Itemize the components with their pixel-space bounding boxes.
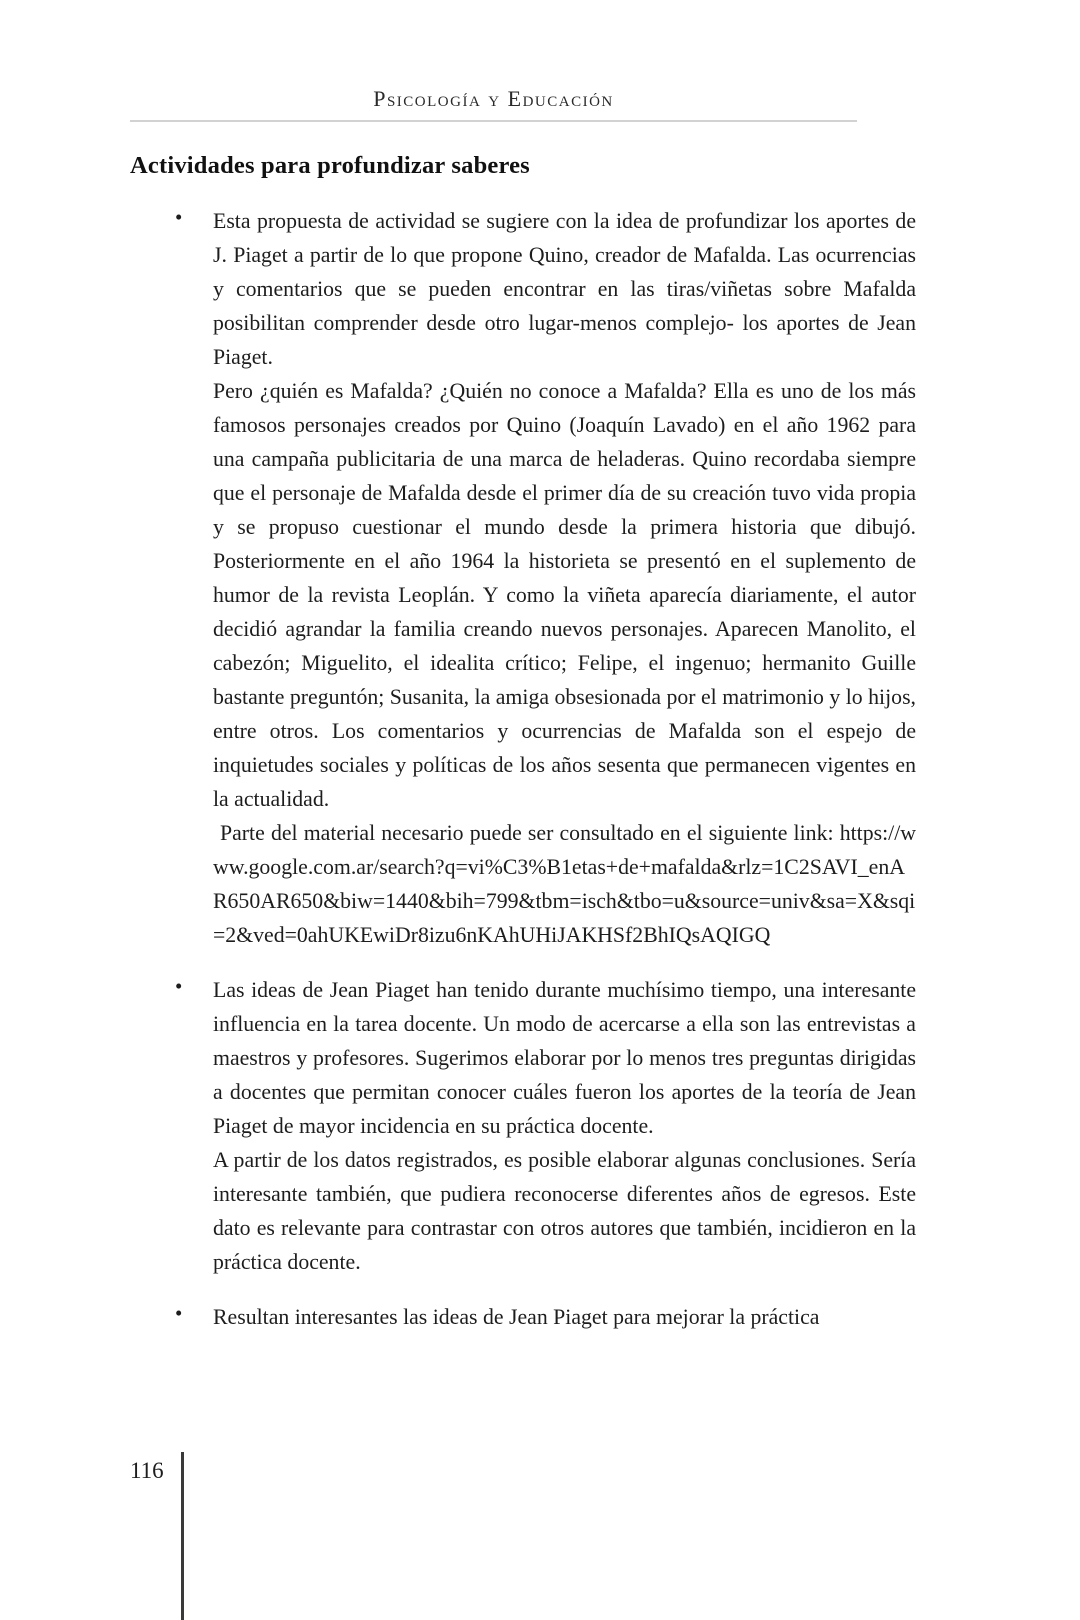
list-item bbox=[130, 973, 916, 1279]
page-number: 116 bbox=[130, 1458, 164, 1483]
paragraph: Pero ¿quién es Mafalda? ¿Quién no conoce a Mafalda? Ella es uno de los más famosos personajes creados por Quino (Joaquín Lavado) en el año 1962 para una campaña publicitaria de una marca de heladeras. Quino recordaba siempre que el personaje de Mafalda desde el primer día de su creación tuvo vida propia y se propuso cuestionar el mundo desde la primera historia que dibujó. Posteriormente en el año 1964 la historieta se presentó en el suplemento de humor de la revista Leoplán. Y como la viñeta aparecía diariamente, el autor decidió agrandar la familia creando nuevos personajes. Aparecen Manolito, el cabezón; Miguelito, el idealita crítico; Felipe, el ingenuo; hermanito Guille bastante preguntón; Susanita, la amiga obsesionada por el matrimonio y lo hijos, entre otros. Los comentarios y ocurrencias de Mafalda son el espejo de inquietudes sociales y políticas de los años sesenta que permanecen vigentes en la actualidad. bbox=[213, 379, 916, 811]
paragraph: A partir de los datos registrados, es posible elaborar algunas conclusiones. Sería interesante también, que pudiera reconocerse diferentes años de egresos. Este dato es relevante para contrastar con otros autores que también, incidieron en la práctica docente. bbox=[213, 1148, 916, 1274]
link-intro-text: Parte del material necesario puede ser consultado en el siguiente link: bbox=[220, 821, 840, 845]
bullet-icon: • bbox=[175, 205, 183, 229]
running-header-title: Psicología y Educación bbox=[373, 86, 614, 111]
url-text: https://www.google.com.ar/search?q=vi%C3%B1etas+de+mafalda&rlz=1C2SAVI_enAR650AR650&biw=1440&bih=799&tbm=isch&tbo=u&source=univ&sa=X&sqi=2&ved=0ahUKEwiDr8izu6nKAhUHiJAKHSf2BhIQsAQIGQ bbox=[213, 821, 916, 947]
footer-rule bbox=[181, 1452, 184, 1620]
section-title: Actividades para profundizar saberes bbox=[130, 152, 530, 179]
header-rule bbox=[130, 120, 857, 122]
bullet-icon: • bbox=[175, 1301, 183, 1325]
list-item bbox=[130, 204, 916, 952]
bullet-icon: • bbox=[175, 974, 183, 998]
paragraph: Resultan interesantes las ideas de Jean Piaget para mejorar la práctica bbox=[213, 1305, 820, 1329]
paragraph-with-link bbox=[213, 816, 916, 952]
page-body bbox=[130, 204, 916, 1334]
paragraph: Las ideas de Jean Piaget han tenido durante muchísimo tiempo, una interesante influencia en la tarea docente. Un modo de acercarse a ella son las entrevistas a maestros y profesores. Sugerimos elaborar por lo menos tres preguntas dirigidas a docentes que permitan conocer cuáles fueron los aportes de la teoría de Jean Piaget de mayor incidencia en su práctica docente. bbox=[213, 978, 916, 1138]
list-item bbox=[130, 1300, 916, 1334]
paragraph: Esta propuesta de actividad se sugiere con la idea de profundizar los aportes de J. Piaget a partir de lo que propone Quino, creador de Mafalda. Las ocurrencias y comentarios que se pueden encontrar en las tiras/viñetas sobre Mafalda posibilitan comprender desde otro lugar-menos complejo- los aportes de Jean Piaget. bbox=[213, 209, 916, 369]
running-header bbox=[130, 86, 857, 122]
